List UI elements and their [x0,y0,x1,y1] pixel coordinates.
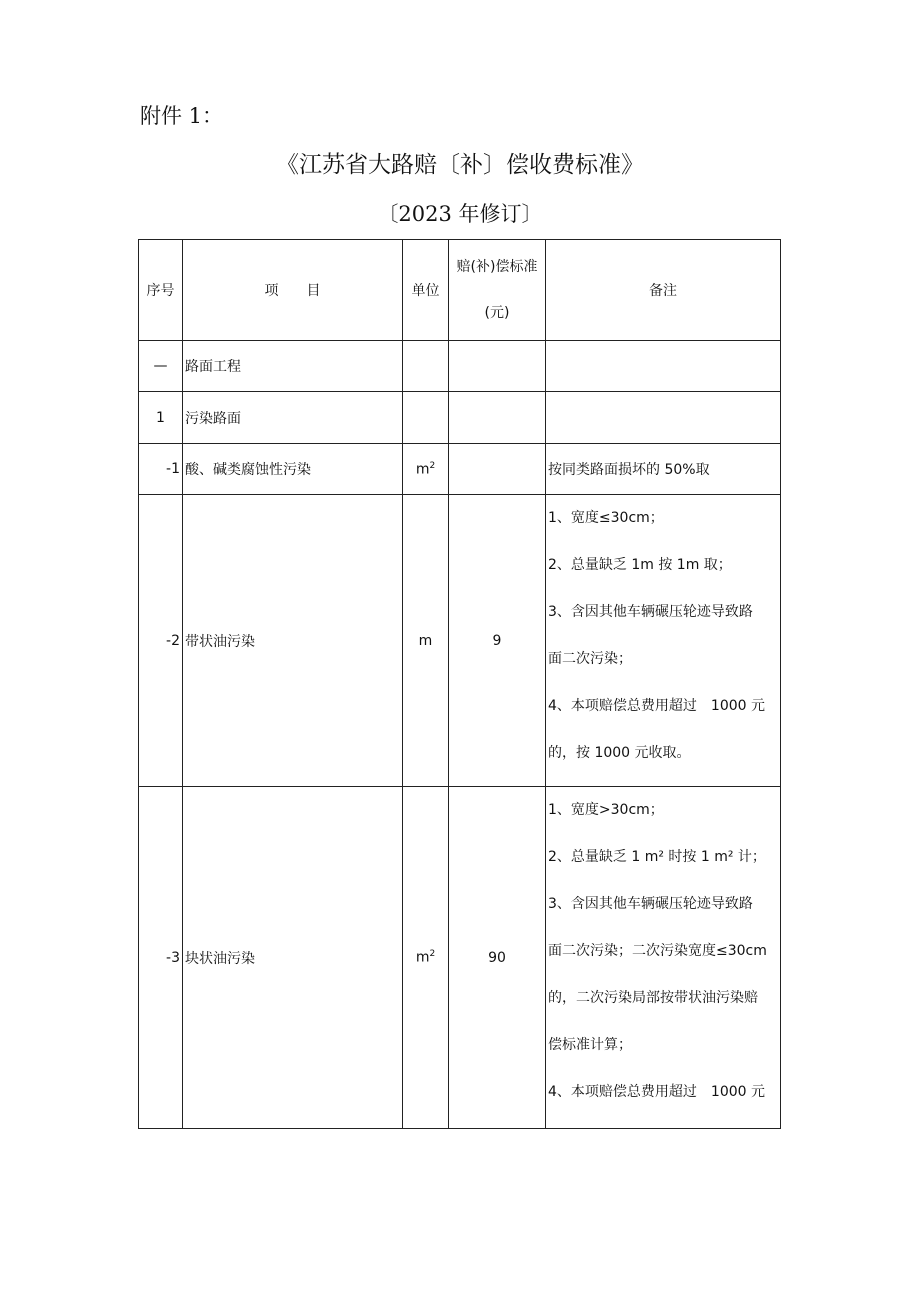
header-remark: 备注 [546,240,781,341]
unit-text: m [415,949,430,966]
row-seq: 1 [139,392,183,444]
row-item: 带状油污染 [183,495,403,787]
remark-line: 1、宽度>30cm； [548,802,664,818]
row-remark [546,392,781,444]
table-row [139,444,781,495]
table-row [139,787,781,1129]
remark-line: 3、含因其他车辆碾压轮迹导致路 [548,896,753,912]
row-remark: 按同类路面损坏的 50%取 [546,444,781,495]
row-seq: -2 [139,495,183,787]
remark-line: 4、本项赔偿总费用超过 1000 元 [548,698,765,714]
header-standard [449,240,546,341]
row-standard [449,444,546,495]
remark-line: 3、含因其他车辆碾压轮迹导致路 [548,604,753,620]
remark-line: 1、宽度≤30cm； [548,510,664,526]
remark-line: 偿标准计算； [548,1037,632,1053]
table-header-row [139,240,781,341]
row-seq: -1 [139,444,183,495]
table-row [139,495,781,787]
document-title: 《江苏省大路赔〔补〕偿收费标准》 [276,152,644,178]
row-standard: 90 [449,787,546,1129]
remark-line: 的，按 1000 元收取。 [548,745,691,761]
row-seq: — [139,341,183,392]
header-standard-line1: 赔(补)偿标准 [456,259,538,275]
remark-line: 面二次污染； [548,651,632,667]
row-standard: 9 [449,495,546,787]
row-standard [449,341,546,392]
remark-line: 4、本项赔偿总费用超过 1000 元 [548,1084,765,1100]
remark-line: 的，二次污染局部按带状油污染赔 [548,990,758,1006]
row-unit [403,341,449,392]
unit-superscript: 2 [429,460,436,471]
row-remark [546,341,781,392]
unit-superscript: 2 [429,949,436,960]
header-standard-line2: (元) [484,305,510,321]
row-item: 酸、碱类腐蚀性污染 [183,444,403,495]
header-item: 项 目 [183,240,403,341]
row-unit: m [403,495,449,787]
row-unit [403,787,449,1129]
remark-line: 2、总量缺乏 1m 按 1m 取； [548,557,732,573]
fee-standard-table [138,239,781,1129]
unit-text: m [415,461,430,478]
row-seq: -3 [139,787,183,1129]
remark-line: 2、总量缺乏 1 m² 时按 1 m² 计； [548,849,766,865]
header-seq: 序号 [139,240,183,341]
table-row [139,341,781,392]
table-row [139,392,781,444]
row-item: 路面工程 [183,341,403,392]
document-subtitle: 〔2023 年修订〕 [377,202,543,226]
attachment-label: 附件 1： [140,104,224,128]
header-unit: 单位 [403,240,449,341]
row-remark [546,495,781,787]
row-unit [403,392,449,444]
remark-line: 面二次污染；二次污染宽度≤30cm [548,943,767,959]
row-item: 块状油污染 [183,787,403,1129]
row-item: 污染路面 [183,392,403,444]
row-unit [403,444,449,495]
row-remark [546,787,781,1129]
row-standard [449,392,546,444]
